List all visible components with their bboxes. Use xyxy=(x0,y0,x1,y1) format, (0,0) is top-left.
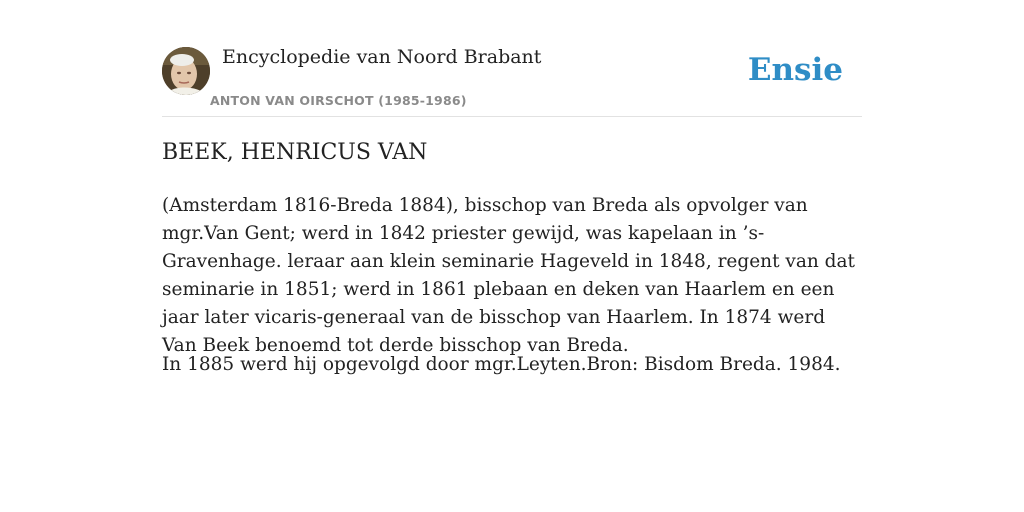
author-name[interactable]: ANTON VAN OIRSCHOT (1985-1986) xyxy=(210,93,467,108)
ensie-logo[interactable]: Ensie xyxy=(747,52,843,88)
author-portrait-icon xyxy=(162,47,210,95)
publication-title[interactable]: Encyclopedie van Noord Brabant xyxy=(222,46,542,68)
entry-paragraph: (Amsterdam 1816-Breda 1884), bisschop van Breda als opvolger van mgr.Van Gent; werd in 1842 priester gewijd, was kapelaan in ’s-Gravenhage. leraar aan klein seminarie Hageveld in 1848, regent van dat seminarie in 1851; werd in 1861 plebaan en deken van Haarlem en een jaar later vicaris-generaal van de bisschop van Haarlem. In 1874 werd Van Beek benoemd tot derde bisschop van Breda. xyxy=(162,195,855,356)
author-avatar[interactable] xyxy=(162,47,210,95)
article-header xyxy=(162,0,862,117)
entry-title: BEEK, HENRICUS VAN xyxy=(162,140,428,165)
entry-paragraph: In 1885 werd hij opgevolgd door mgr.Leyten.Bron: Bisdom Breda. 1984. xyxy=(162,354,841,375)
article-card xyxy=(162,0,862,512)
